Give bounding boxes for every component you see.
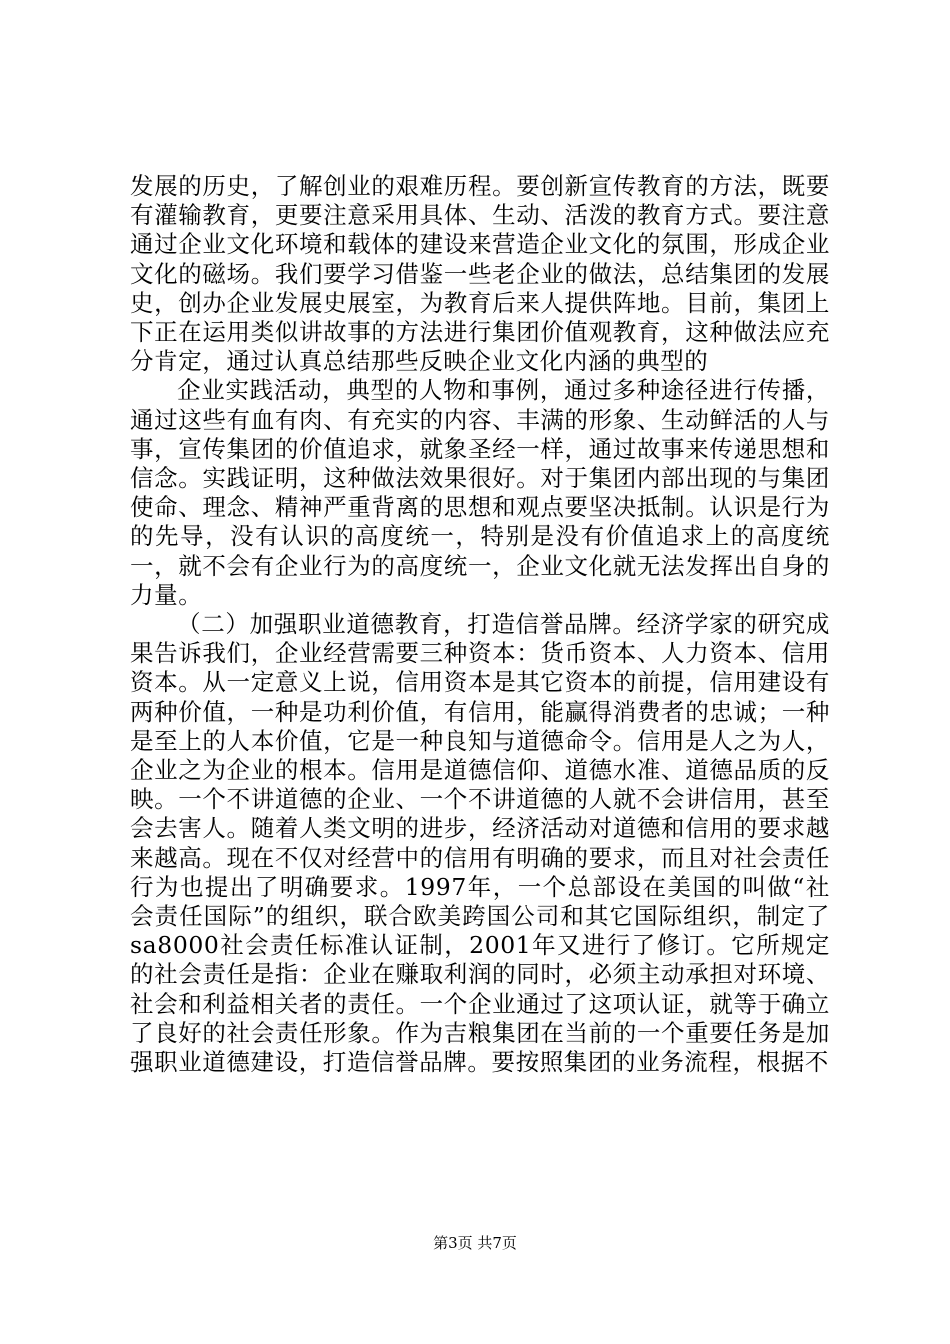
- page-number-footer: 第3页 共7页: [433, 1234, 517, 1252]
- document-body: [130, 172, 830, 1077]
- paragraph-3: （二）加强职业道德教育，打造信誉品牌。经济学家的研究成果告诉我们，企业经营需要三种资本：货币资本、人力资本、信用资本。从一定意义上说，信用资本是其它资本的前提，信用建设有两种价值，一种是功利价值，有信用，能赢得消费者的忠诚；一种是至上的人本价值，它是一种良知与道德命令。信用是人之为人，企业之为企业的根本。信用是道德信仰、道德水准、道德品质的反映。一个不讲道德的企业、一个不讲道德的人就不会讲信用，甚至会去害人。随着人类文明的进步，经济活动对道德和信用的要求越来越高。现在不仅对经营中的信用有明确的要求，而且对社会责任行为也提出了明确要求。1997年，一个总部设在美国的叫做“社会责任国际”的组织，联合欧美跨国公司和其它国际组织，制定了sa8000社会责任标准认证制，2001年又进行了修订。它所规定的社会责任是指：企业在赚取利润的同时，必须主动承担对环境、社会和利益相关者的责任。一个企业通过了这项认证，就等于确立了良好的社会责任形象。作为吉粮集团在当前的一个重要任务是加强职业道德建设，打造信誉品牌。要按照集团的业务流程，根据不: [130, 610, 830, 1077]
- paragraph-2: 企业实践活动，典型的人物和事例，通过多种途径进行传播，通过这些有血有肉、有充实的内容、丰满的形象、生动鲜活的人与事，宣传集团的价值追求，就象圣经一样，通过故事来传递思想和信念。实践证明，这种做法效果很好。对于集团内部出现的与集团使命、理念、精神严重背离的思想和观点要坚决抵制。认识是行为的先导，没有认识的高度统一，特别是没有价值追求上的高度统一，就不会有企业行为的高度统一，企业文化就无法发挥出自身的力量。: [130, 376, 830, 609]
- paragraph-1: 发展的历史，了解创业的艰难历程。要创新宣传教育的方法，既要有灌输教育，更要注意采用具体、生动、活泼的教育方式。要注意通过企业文化环境和载体的建设来营造企业文化的氛围，形成企业文化的磁场。我们要学习借鉴一些老企业的做法，总结集团的发展史，创办企业发展史展室，为教育后来人提供阵地。目前，集团上下正在运用类似讲故事的方法进行集团价值观教育，这种做法应充分肯定，通过认真总结那些反映企业文化内涵的典型的: [130, 172, 830, 376]
